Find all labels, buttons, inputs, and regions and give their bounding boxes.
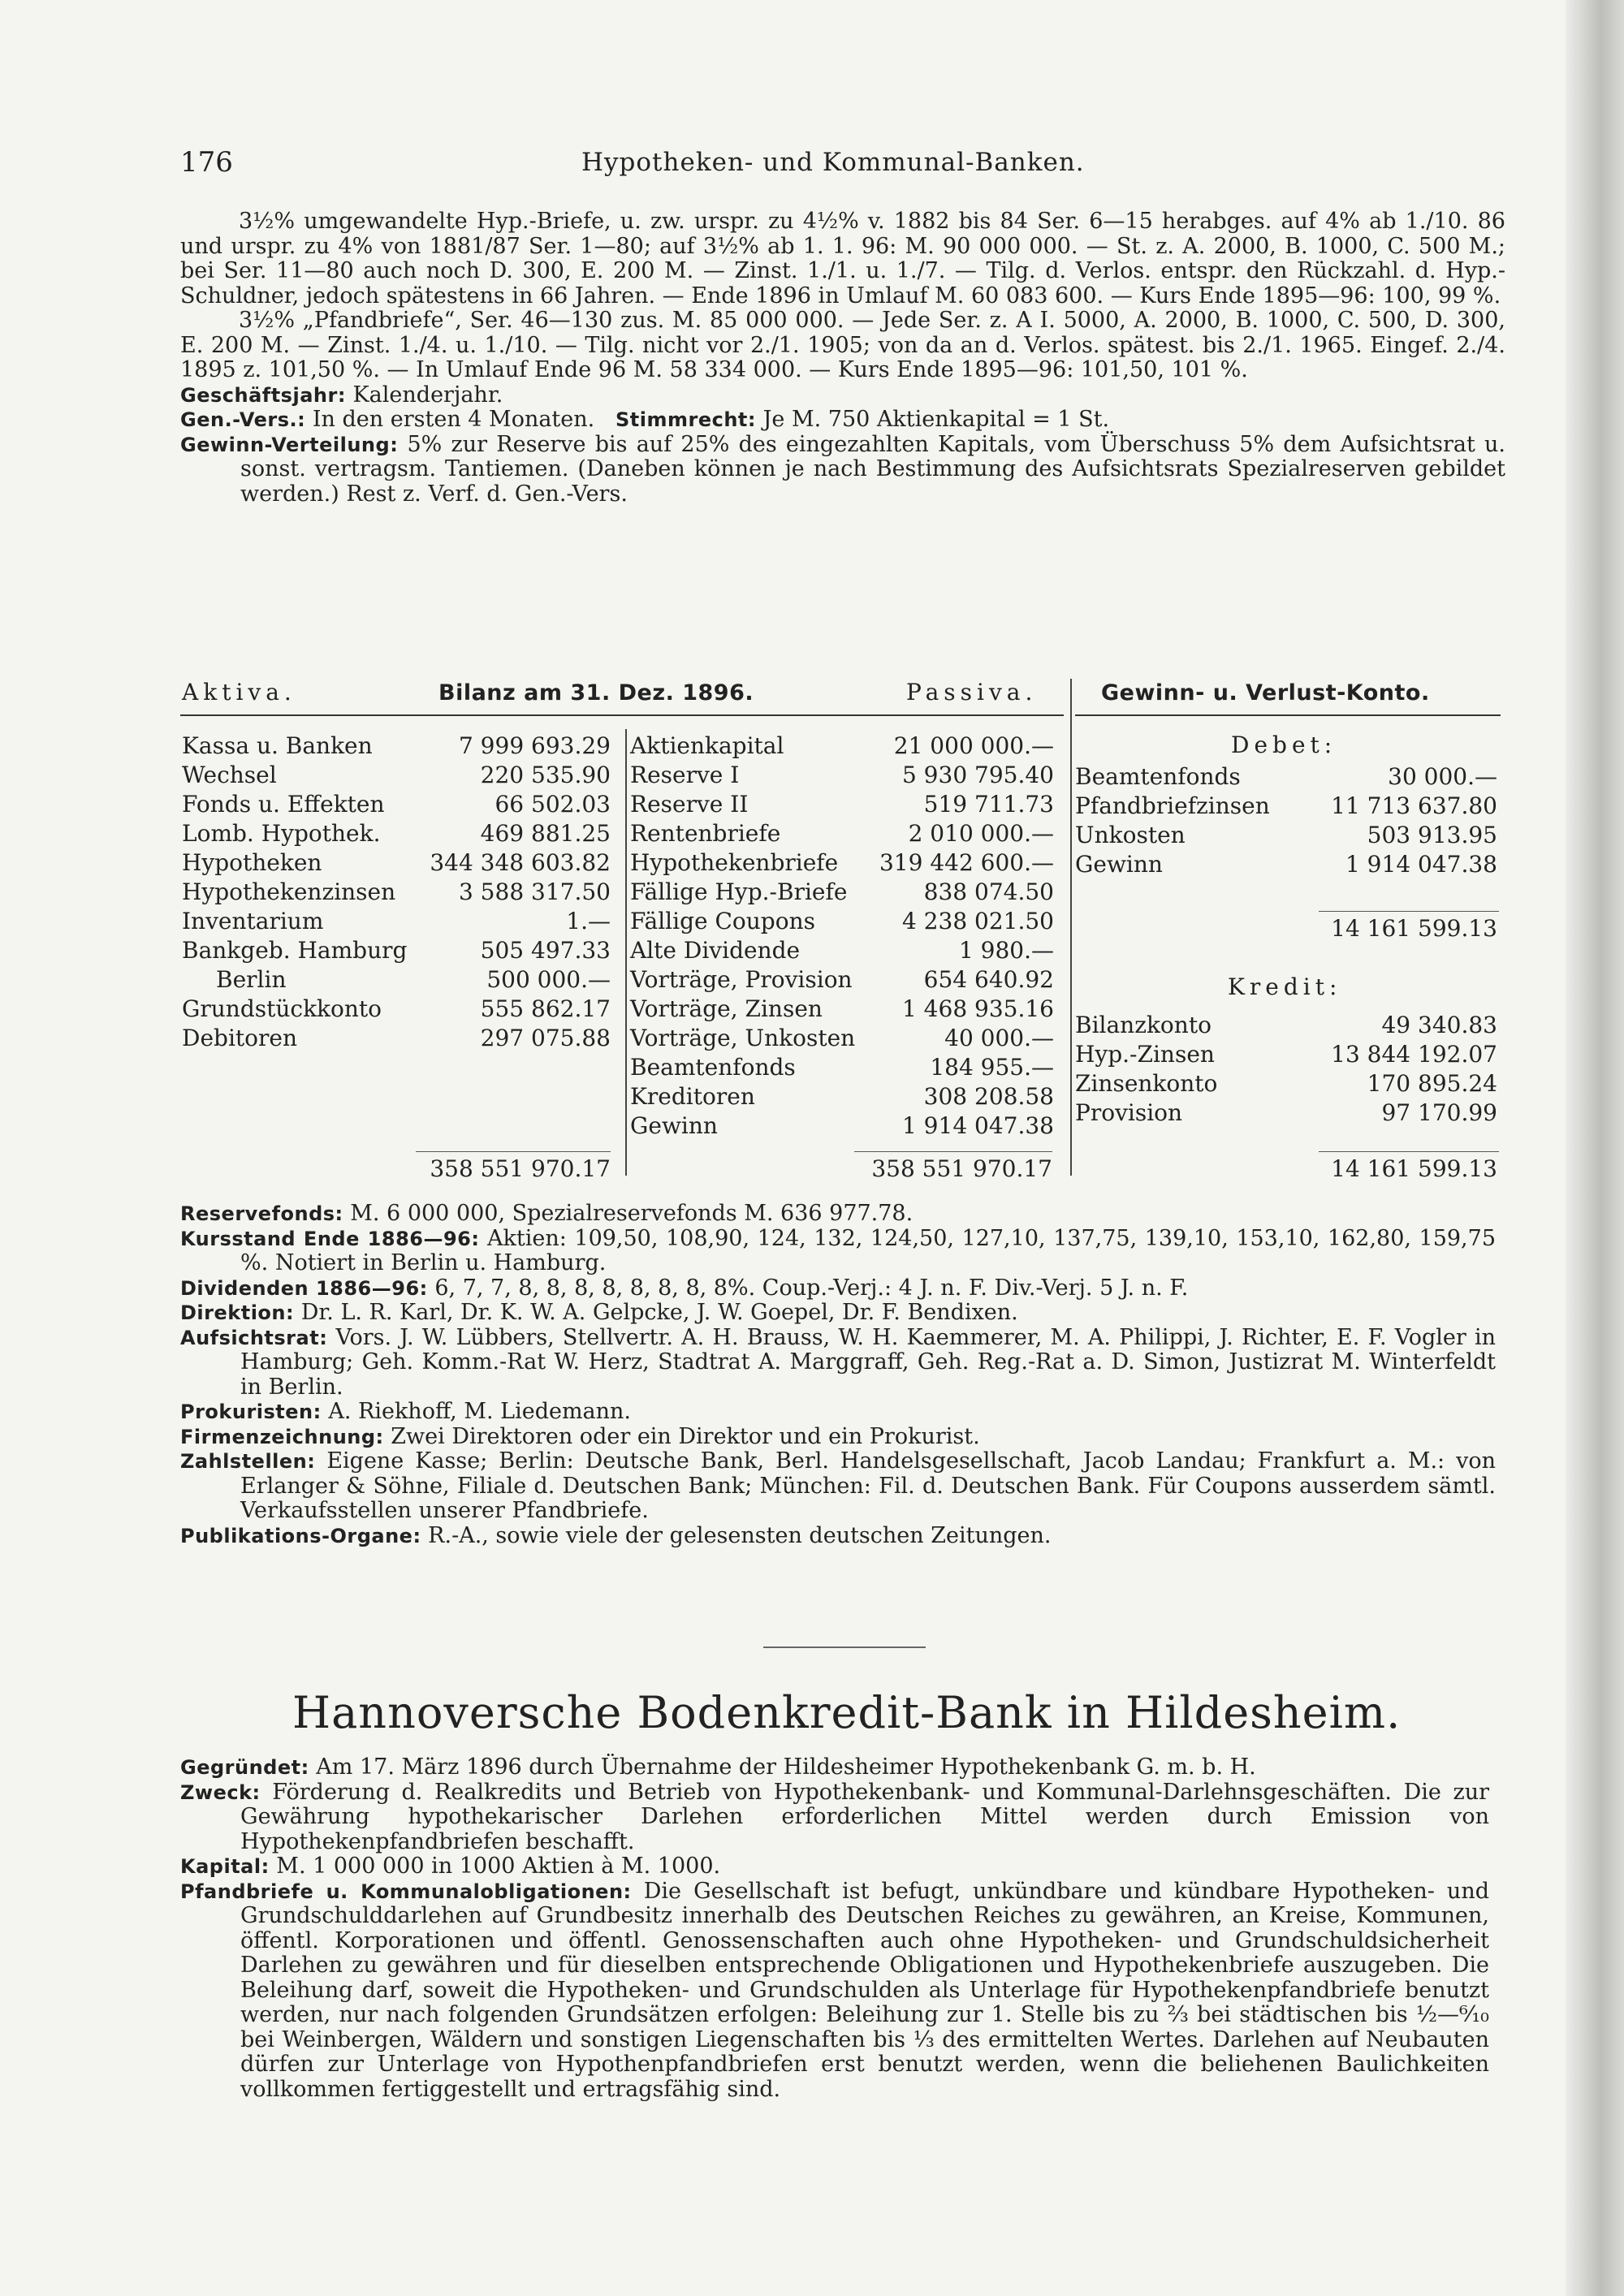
passiva-list [630, 732, 1054, 1142]
gewinnverteilung-label: Gewinn-Verteilung: [180, 433, 399, 456]
detail-entry-text: M. 6 000 000, Spezialreservefonds M. 636 977.78. [350, 1201, 914, 1226]
passiva-row-value: 40 000.— [944, 1025, 1054, 1051]
passiva-row-value: 21 000 000.— [893, 732, 1054, 759]
debet-row [1075, 851, 1497, 880]
aktiva-row-label: Lomb. Hypothek. [182, 820, 381, 847]
passiva-row-value: 4 238 021.50 [901, 908, 1054, 934]
detail-entry [180, 1449, 1496, 1524]
passiva-row [630, 966, 1054, 995]
debet-row-value: 1 914 047.38 [1345, 851, 1497, 878]
passiva-row-value: 5 930 795.40 [901, 762, 1054, 788]
passiva-row-value: 838 074.50 [923, 878, 1054, 905]
passiva-row-label: Vorträge, Zinsen [630, 995, 823, 1022]
debet-row-label: Pfandbriefzinsen [1075, 792, 1270, 819]
passiva-sum-rule [854, 1151, 1052, 1152]
passiva-row-label: Reserve I [630, 762, 740, 788]
passiva-row [630, 908, 1054, 937]
aktiva-row-label: Debitoren [182, 1025, 297, 1051]
passiva-row-label: Vorträge, Unkosten [630, 1025, 856, 1051]
passiva-row-label: Fällige Coupons [630, 908, 815, 934]
debet-row-label: Beamtenfonds [1075, 763, 1241, 790]
aktiva-row-value: 469 881.25 [480, 820, 611, 847]
aktiva-row-value: 1.— [566, 908, 611, 934]
debet-row [1075, 822, 1497, 851]
section2-entry-text: Am 17. März 1896 durch Übernahme der Hildesheimer Hypothekenbank G. m. b. H. [316, 1754, 1256, 1780]
intro-text-2: „Pfandbriefe“, Ser. 46—130 zus. M. 85 000 000. — Jede Ser. z. A I. 5000, A. 2000, B. 1000, C. 500, D. 300, E. 200 M. — Zinst. 1./4. u. 1./10. — Tilg. nicht vor 2./1. 1905; von da an d. Verlos. spätest. bis 2./1. 1965. Eingef. 2./4. 1895 z. 101,50 %. — In Umlauf Ende 96 M. 58 334 000. — Kurs Ende 1895—96: 101,50, 101 %. [180, 308, 1505, 382]
kredit-list [1075, 1012, 1497, 1129]
passiva-row-label: Kreditoren [630, 1083, 755, 1110]
geschaeftsjahr-label: Geschäftsjahr: [180, 383, 346, 407]
guv-header-rule [1075, 714, 1501, 716]
aktiva-row-value: 7 999 693.29 [458, 732, 611, 759]
aktiva-row [182, 937, 611, 966]
passiva-row [630, 820, 1054, 849]
aktiva-row-label: Hypotheken [182, 849, 322, 876]
genvers-label: Gen.-Vers.: [180, 408, 306, 431]
kredit-row-value: 170 895.24 [1367, 1070, 1497, 1097]
aktiva-row [182, 878, 611, 908]
passiva-row-label: Aktienkapital [630, 732, 784, 759]
detail-entry [180, 1400, 1496, 1425]
detail-entry-label: Publikations-Organe: [180, 1524, 421, 1547]
passiva-row-label: Fällige Hyp.-Briefe [630, 878, 848, 905]
passiva-row-label: Hypothekenbriefe [630, 849, 839, 876]
aktiva-row-value: 555 862.17 [480, 995, 611, 1022]
aktiva-row-label: Inventarium [182, 908, 324, 934]
section2-title: Hannoversche Bodenkredit-Bank in Hildesheim. [292, 1687, 1402, 1738]
rate-prefix: 3½% [239, 308, 296, 333]
aktiva-row [182, 762, 611, 791]
debet-list [1075, 763, 1497, 880]
aktiva-row [182, 820, 611, 849]
passiva-row-label: Vorträge, Provision [630, 966, 853, 993]
passiva-row [630, 849, 1054, 878]
detail-entry [180, 1276, 1496, 1301]
detail-entry-text: Dr. L. R. Karl, Dr. K. W. A. Gelpcke, J. W. Goepel, Dr. F. Bendixen. [300, 1300, 1018, 1325]
detail-entry-label: Dividenden 1886—96: [180, 1276, 428, 1300]
detail-entry-text: Zwei Direktoren oder ein Direktor und ein Prokurist. [391, 1423, 980, 1449]
aktiva-row-value: 344 348 603.82 [430, 849, 611, 876]
section2-entry [180, 1780, 1489, 1855]
aktiva-row [182, 966, 611, 995]
detail-entry [180, 1301, 1496, 1326]
debet-sum-rule [1319, 911, 1499, 912]
passiva-row-value: 2 010 000.— [908, 820, 1054, 847]
aktiva-label: Aktiva. [182, 679, 296, 706]
aktiva-row [182, 995, 611, 1025]
aktiva-total: 358 551 970.17 [430, 1155, 611, 1182]
detail-entry [180, 1202, 1496, 1227]
debet-row-label: Unkosten [1075, 822, 1186, 848]
stimmrecht-text: Je M. 750 Aktienkapital = 1 St. [762, 407, 1110, 432]
section2-entry [180, 1755, 1489, 1780]
section2-entry-label: Zweck: [180, 1780, 261, 1804]
debet-row-value: 30 000.— [1388, 763, 1497, 790]
passiva-row [630, 1054, 1054, 1083]
detail-entry-label: Reservefonds: [180, 1202, 343, 1225]
page-edge-shadow [1566, 0, 1624, 2296]
aktiva-row-label: Kassa u. Banken [182, 732, 373, 759]
kredit-row [1075, 1012, 1497, 1041]
intro-paragraph-2 [180, 309, 1505, 383]
detail-entry-text: Eigene Kasse; Berlin: Deutsche Bank, Berl. Handelsgesellschaft, Jacob Landau; Frankfurt a. M.: von Erlanger & Söhne, Filiale d. Deutschen Bank; München: Fil. d. Deutschen Bank. Für Coupons ausserdem sämtl. Verkaufsstellen unserer Pfandbriefe. [240, 1448, 1496, 1523]
aktiva-passiva-divider [625, 729, 627, 1176]
detail-entry-text: A. Riekhoff, M. Liedemann. [328, 1399, 632, 1424]
running-title: Hypotheken- und Kommunal-Banken. [581, 148, 1085, 177]
bilanz-title [438, 679, 754, 706]
kredit-label: Kredit: [1228, 973, 1342, 1000]
section2-entry-label: Kapital: [180, 1855, 270, 1878]
section2-entry-label: Gegründet: [180, 1756, 309, 1779]
aktiva-row-value: 3 588 317.50 [458, 878, 611, 905]
bilanz-title-text: Bilanz am 31. Dez. 1896. [438, 680, 754, 706]
kredit-row-label: Zinsenkonto [1075, 1070, 1218, 1097]
section2-entry-label: Pfandbriefe u. Kommunalobligationen: [180, 1880, 632, 1903]
passiva-row-value: 1 468 935.16 [901, 995, 1054, 1022]
aktiva-row-value: 66 502.03 [495, 791, 611, 818]
aktiva-row-label: Bankgeb. Hamburg [182, 937, 408, 964]
stimmrecht-label: Stimmrecht: [615, 408, 756, 431]
detail-entry-label: Direktion: [180, 1301, 295, 1324]
kredit-row-value: 13 844 192.07 [1331, 1041, 1497, 1068]
aktiva-row-label: Fonds u. Effekten [182, 791, 385, 818]
aktiva-row-value: 500 000.— [486, 966, 611, 993]
kredit-row-label: Provision [1075, 1099, 1183, 1126]
guv-divider [1070, 679, 1072, 1176]
passiva-row-label: Alte Dividende [630, 937, 801, 964]
section2-block [180, 1755, 1489, 2102]
aktiva-row-label: Grundstückkonto [182, 995, 382, 1022]
kredit-row-value: 49 340.83 [1381, 1012, 1497, 1038]
detail-entry [180, 1425, 1496, 1450]
passiva-row [630, 1083, 1054, 1112]
passiva-row [630, 732, 1054, 762]
passiva-row-value: 519 711.73 [923, 791, 1054, 818]
rate-prefix: 3½% [239, 209, 296, 234]
debet-row-value: 11 713 637.80 [1331, 792, 1497, 819]
aktiva-row-value: 505 497.33 [480, 937, 611, 964]
detail-entry [180, 1524, 1496, 1549]
passiva-label: Passiva. [906, 679, 1038, 706]
detail-entry-label: Firmenzeichnung: [180, 1425, 384, 1448]
debet-row [1075, 792, 1497, 822]
kredit-row [1075, 1070, 1497, 1099]
details-block [180, 1202, 1496, 1548]
passiva-row-label: Beamtenfonds [630, 1054, 796, 1081]
detail-entry-text: 6, 7, 7, 8, 8, 8, 8, 8, 8, 8, 8%. Coup.-Verj.: 4 J. n. F. Div.-Verj. 5 J. n. F. [434, 1275, 1189, 1301]
aktiva-row [182, 1025, 611, 1054]
kredit-row-label: Hyp.-Zinsen [1075, 1041, 1215, 1068]
guv-title-text: Gewinn- u. Verlust-Konto. [1101, 680, 1430, 706]
section-separator [763, 1646, 926, 1648]
guv-title [1101, 679, 1430, 706]
genvers-line [180, 408, 1505, 433]
section2-entry-text: M. 1 000 000 in 1000 Aktien à M. 1000. [276, 1854, 721, 1879]
detail-entry-text: Vors. J. W. Lübbers, Stellvertr. A. H. Brauss, W. H. Kaemmerer, M. A. Philippi, J. Richter, E. F. Vogler in Hamburg; Geh. Komm.-Rat W. Herz, Stadtrat A. Marggraff, Geh. Reg.-Rat a. D. Simon, Justizrat M. Winterfeldt in Berlin. [240, 1324, 1496, 1400]
detail-entry-label: Prokuristen: [180, 1400, 322, 1423]
page-number: 176 [180, 146, 233, 179]
aktiva-row [182, 849, 611, 878]
gewinnverteilung-line [180, 433, 1505, 507]
passiva-row-label: Rentenbriefe [630, 820, 781, 847]
intro-block [180, 209, 1505, 507]
aktiva-row-value: 220 535.90 [480, 762, 611, 788]
passiva-row [630, 1112, 1054, 1142]
passiva-row [630, 1025, 1054, 1054]
debet-label: Debet: [1231, 732, 1337, 758]
kredit-sum-rule [1319, 1151, 1499, 1152]
passiva-row-value: 184 955.— [930, 1054, 1054, 1081]
passiva-row-value: 1 980.— [958, 937, 1054, 964]
section2-entry [180, 1854, 1489, 1880]
balance-header-rule [180, 714, 1064, 716]
aktiva-row-label: Hypothekenzinsen [182, 878, 396, 905]
passiva-row-label: Reserve II [630, 791, 749, 818]
aktiva-row-label: Berlin [216, 966, 287, 993]
aktiva-list [182, 732, 611, 1054]
passiva-row-value: 654 640.92 [923, 966, 1054, 993]
debet-total: 14 161 599.13 [1331, 915, 1497, 942]
kredit-row [1075, 1099, 1497, 1129]
genvers-text: In den ersten 4 Monaten. [312, 407, 595, 432]
aktiva-row [182, 791, 611, 820]
passiva-row-value: 319 442 600.— [879, 849, 1054, 876]
passiva-row [630, 791, 1054, 820]
section2-entry-text: Die Gesellschaft ist befugt, unkündbare und kündbare Hypotheken- und Grundschulddarlehen auf Grundbesitz innerhalb des Deutschen Reiches zu gewähren, an Kreise, Kommunen, öffentl. Korporationen und öffentl. Genossenschaften auch ohne Hypotheken- und Grundschuldsicherheit Darlehen zu gewähren und für dieselben entsprechende Obligationen und Hypothekenbriefe auszugeben. Die Beleihung darf, soweit die Hypotheken- und Grundschulden als Unterlage für Hypothekenpfandbriefe benutzt werden, nur nach folgenden Grundsätzen erfolgen: Beleihung zur 1. Stelle bis zu ⅔ bei städtischen bis ½—⁶⁄₁₀ bei Weinbergen, Wäldern und sonstigen Liegenschaften bis ⅓ des ermittelten Wertes. Darlehen auf Neubauten dürfen zur Unterlage von Hypothenpfandbriefen erst benutzt werden, wenn die beliehenen Baulichkeiten vollkommen fertiggestellt und ertragsfähig sind. [240, 1878, 1489, 2102]
detail-entry-label: Kursstand Ende 1886—96: [180, 1227, 480, 1250]
passiva-total: 358 551 970.17 [871, 1155, 1052, 1182]
geschaeftsjahr-text: Kalenderjahr. [352, 382, 503, 408]
aktiva-sum-rule [416, 1151, 611, 1152]
detail-entry-text: Aktien: 109,50, 108,90, 124, 132, 124,50, 127,10, 137,75, 139,10, 153,10, 162,80, 159,75 %. Notiert in Berlin u. Hamburg. [240, 1225, 1497, 1275]
debet-row-value: 503 913.95 [1367, 822, 1497, 848]
detail-entry-text: R.-A., sowie viele der gelesensten deutschen Zeitungen. [428, 1522, 1052, 1548]
aktiva-row-value: 297 075.88 [480, 1025, 611, 1051]
detail-entry [180, 1227, 1496, 1276]
passiva-row [630, 995, 1054, 1025]
section2-entry [180, 1880, 1489, 2103]
section2-entry-text: Förderung d. Realkredits und Betrieb von Hypothekenbank- und Kommunal-Darlehnsgeschäften. Die zur Gewährung hypothekarischer Darlehen erforderlichen Mittel werden durch Emission von Hypothekenpfandbriefen beschafft. [240, 1779, 1489, 1854]
debet-row [1075, 763, 1497, 792]
detail-entry-label: Aufsichtsrat: [180, 1326, 328, 1349]
detail-entry [180, 1326, 1496, 1400]
detail-entry-label: Zahlstellen: [180, 1450, 316, 1473]
debet-row-label: Gewinn [1075, 851, 1163, 878]
passiva-row-label: Gewinn [630, 1112, 718, 1139]
aktiva-row [182, 908, 611, 937]
aktiva-row [182, 732, 611, 762]
passiva-row [630, 937, 1054, 966]
geschaeftsjahr-line [180, 383, 1505, 408]
kredit-row [1075, 1041, 1497, 1070]
passiva-row [630, 762, 1054, 791]
passiva-row [630, 878, 1054, 908]
kredit-row-label: Bilanzkonto [1075, 1012, 1212, 1038]
passiva-row-value: 1 914 047.38 [901, 1112, 1054, 1139]
intro-text-1: umgewandelte Hyp.-Briefe, u. zw. urspr. zu 4½% v. 1882 bis 84 Ser. 6—15 herabges. auf 4% ab 1./10. 86 und urspr. zu 4% von 1881/87 Ser. 1—80; auf 3½% ab 1. 1. 96: M. 90 000 000. — St. z. A. 2000, B. 1000, C. 500 M.; bei Ser. 11—80 auch noch D. 300, E. 200 M. — Zinst. 1./1. u. 1./7. — Tilg. d. Verlos. entspr. den Rückzahl. d. Hyp.-Schuldner, jedoch spätestens in 66 Jahren. — Ende 1896 in Umlauf M. 60 083 600. — Kurs Ende 1895—96: 100, 99 %. [180, 209, 1505, 309]
intro-paragraph-1 [180, 209, 1505, 309]
kredit-total: 14 161 599.13 [1331, 1155, 1497, 1182]
aktiva-row-label: Wechsel [182, 762, 277, 788]
kredit-row-value: 97 170.99 [1381, 1099, 1497, 1126]
passiva-row-value: 308 208.58 [923, 1083, 1054, 1110]
gewinnverteilung-text: 5% zur Reserve bis auf 25% des eingezahlten Kapitals, vom Überschuss 5% dem Aufsichtsrat u. sonst. vertragsm. Tantiemen. (Daneben können je nach Bestimmung des Aufsichtsrats Spezialreserven gebildet werden.) Rest z. Verf. d. Gen.-Vers. [240, 431, 1505, 507]
